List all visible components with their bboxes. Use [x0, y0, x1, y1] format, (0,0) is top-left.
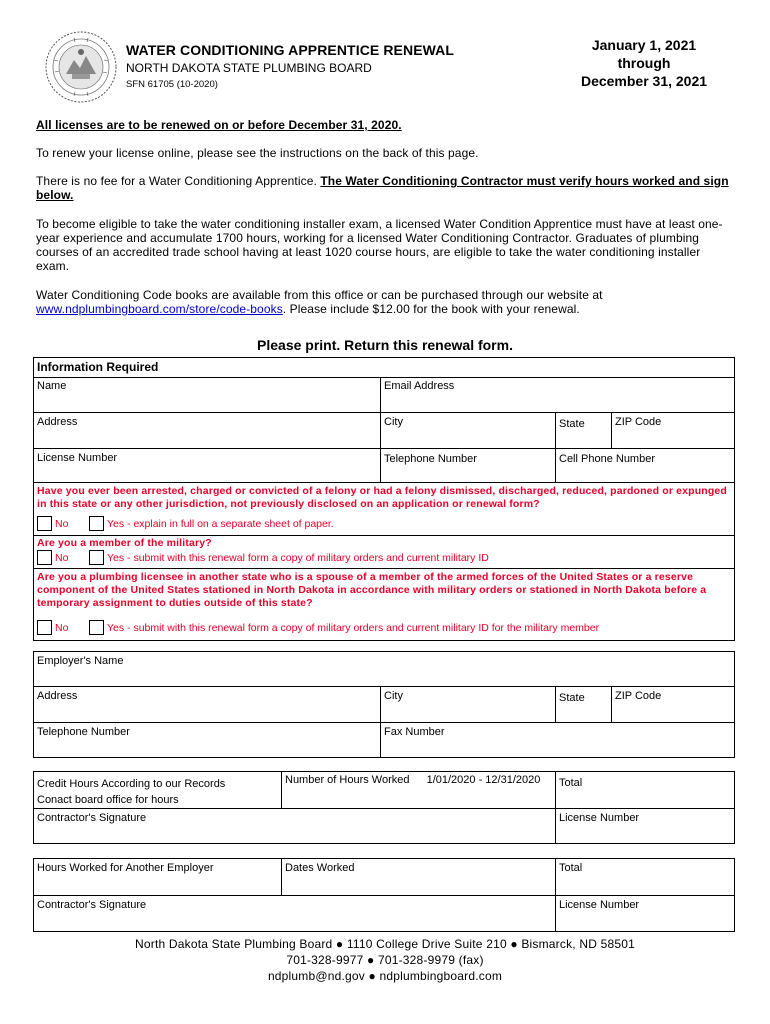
other-hours-field[interactable]: Hours Worked for Another Employer [34, 859, 282, 896]
state-seal-logo [44, 30, 118, 104]
contractor-license-field[interactable]: License Number [559, 812, 640, 824]
other-employer-section [33, 858, 735, 932]
license-number-field[interactable]: License Number [34, 449, 381, 483]
city-field[interactable]: City [381, 413, 556, 449]
felony-no-label: No [55, 517, 69, 530]
felony-question: Have you ever been arrested, charged or convicted of a felony or had a felony dismissed, discharged, reduced, pardoned or expunged in this state or any other jurisdiction, not previously disclosed on an application or renewal form? [37, 485, 727, 510]
employer-telephone-field[interactable]: Telephone Number [34, 723, 381, 758]
cell-phone-field[interactable]: Cell Phone Number [556, 449, 735, 483]
form-title: WATER CONDITIONING APPRENTICE RENEWAL [126, 42, 455, 58]
footer-address: North Dakota State Plumbing Board ● 1110 College Drive Suite 210 ● Bismarck, ND 58501 [135, 937, 635, 951]
hours-worked-label: Number of Hours Worked [285, 774, 410, 786]
fee-notice [36, 174, 732, 202]
employer-city-field[interactable]: City [381, 687, 556, 723]
military-yes-option[interactable] [89, 550, 489, 565]
code-books-price: . Please include $12.00 for the book with your renewal. [282, 302, 580, 316]
fee-text: There is no fee for a Water Conditioning Apprentice. [36, 174, 321, 188]
footer-contact: ndplumb@nd.gov ● ndplumbingboard.com [267, 969, 503, 983]
period-through: through [617, 55, 671, 71]
felony-no-option[interactable] [37, 516, 68, 531]
employer-name-field[interactable]: Employer's Name [34, 652, 734, 687]
please-print-heading: Please print. Return this renewal form. [257, 337, 513, 353]
code-books-text [36, 288, 732, 316]
felony-no-checkbox[interactable] [37, 516, 52, 531]
dates-worked-field[interactable]: Dates Worked [282, 859, 556, 896]
military-yes-checkbox[interactable] [89, 550, 104, 565]
footer-phone: 701-328-9977 ● 701-328-9979 (fax) [286, 953, 484, 967]
employer-state-field[interactable]: State [556, 687, 612, 723]
contractor-signature-field[interactable]: Contractor's Signature [34, 809, 556, 844]
employer-section [33, 651, 735, 758]
military-no-label: No [55, 551, 69, 564]
military-no-checkbox[interactable] [37, 550, 52, 565]
info-section [33, 357, 735, 641]
address-field[interactable]: Address [34, 413, 381, 449]
eligibility-text: To become eligible to take the water conditioning installer exam, a licensed Water Condition Apprentice must have at least one-year experience and accumulate 1700 hours, working for a licensed Water Conditioning Contractor. Graduates of plumbing courses of an accredited trade school having at least 1020 course hours, are eligible to take the water conditioning installer exam. [36, 217, 723, 273]
employer-zip-field[interactable]: ZIP Code [612, 687, 734, 723]
period-start: January 1, 2021 [591, 37, 697, 53]
spouse-question: Are you a plumbing licensee in another state who is a spouse of a member of the armed forces of the United States or a reserve component of the United States stationed in North Dakota in accordance with military orders or stationed in North Dakota before a temporary assignment to duties outside of this state? [37, 571, 707, 609]
renewal-deadline: All licenses are to be renewed on or before December 31, 2020. [36, 118, 402, 132]
hours-worked-field[interactable] [282, 772, 556, 809]
spouse-yes-checkbox[interactable] [89, 620, 104, 635]
spouse-no-label: No [55, 621, 69, 634]
period-end: December 31, 2021 [580, 73, 708, 89]
code-books-link[interactable]: www.ndplumbingboard.com/store/code-books [36, 302, 283, 316]
spouse-yes-option[interactable] [89, 620, 599, 635]
hours-section [33, 771, 735, 844]
spouse-yes-label: Yes - submit with this renewal form a copy of military orders and current military ID for the military member [107, 621, 600, 634]
felony-yes-label: Yes - explain in full on a separate sheet of paper. [107, 517, 334, 530]
felony-yes-option[interactable] [89, 516, 334, 531]
online-instructions: To renew your license online, please see the instructions on the back of this page. [36, 146, 479, 160]
other-total-field[interactable]: Total [556, 859, 734, 896]
telephone-field[interactable]: Telephone Number [381, 449, 556, 483]
spouse-no-option[interactable] [37, 620, 68, 635]
state-field[interactable]: State [556, 413, 612, 449]
code-books-intro: Water Conditioning Code books are available from this office or can be purchased through our website at [36, 288, 603, 302]
military-question: Are you a member of the military? [37, 537, 212, 549]
employer-fax-field[interactable]: Fax Number [384, 726, 445, 738]
name-field[interactable]: Name [34, 377, 381, 413]
hours-worked-period: 1/01/2020 - 12/31/2020 [426, 774, 541, 786]
form-number: SFN 61705 (10-2020) [126, 79, 218, 90]
spouse-no-checkbox[interactable] [37, 620, 52, 635]
military-no-option[interactable] [37, 550, 68, 565]
license-period [564, 36, 724, 90]
credit-hours-note: Conact board office for hours [37, 794, 179, 806]
other-contractor-license-field[interactable]: License Number [559, 899, 640, 911]
other-contractor-signature-field[interactable]: Contractor's Signature [34, 896, 556, 932]
employer-address-field[interactable]: Address [34, 687, 381, 723]
email-field[interactable]: Email Address [381, 377, 735, 413]
credit-hours-field [34, 772, 282, 809]
info-heading: Information Required [37, 360, 159, 374]
felony-yes-checkbox[interactable] [89, 516, 104, 531]
verify-notice: The Water Conditioning Contractor must verify hours worked and sign below. [36, 174, 729, 202]
hours-total-field[interactable]: Total [556, 772, 734, 809]
military-yes-label: Yes - submit with this renewal form a copy of military orders and current military ID [107, 551, 489, 564]
board-name: NORTH DAKOTA STATE PLUMBING BOARD [126, 61, 372, 75]
credit-hours-label: Credit Hours According to our Records [37, 778, 226, 790]
zip-field[interactable]: ZIP Code [612, 413, 735, 449]
